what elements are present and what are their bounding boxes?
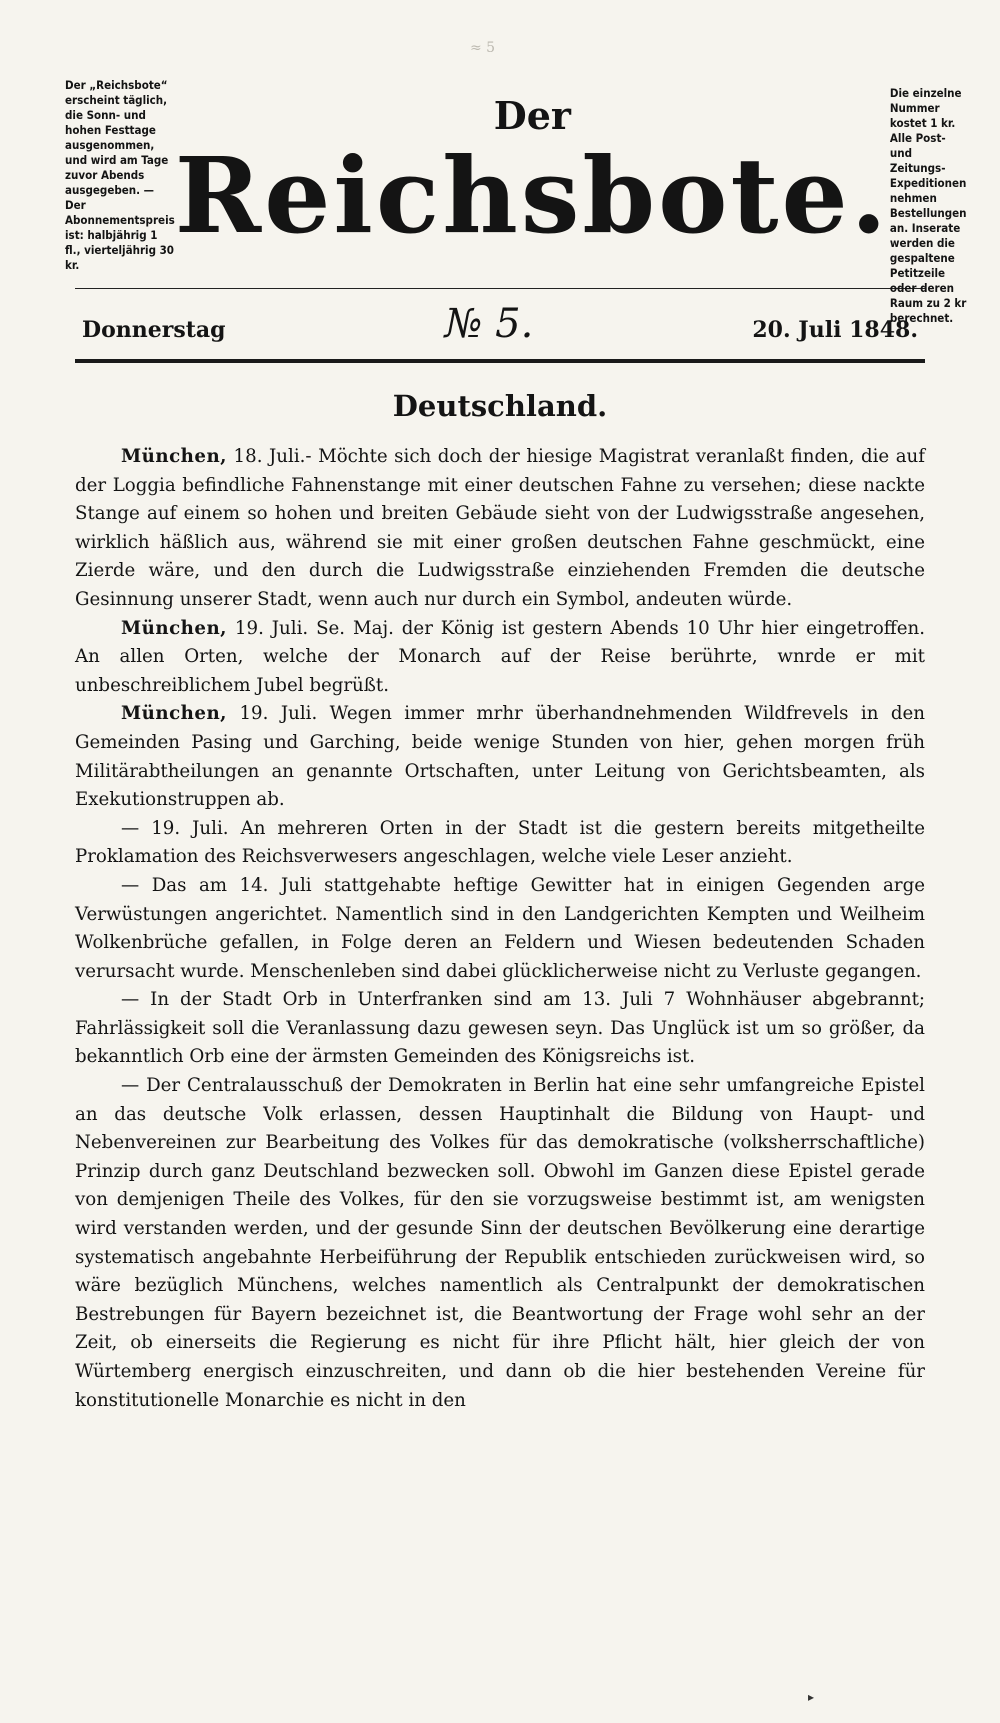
article-place: München, [121, 703, 228, 725]
article-paragraph [75, 443, 925, 615]
article-place: München, [121, 617, 228, 639]
ornament-mark: ▸ [808, 1690, 815, 1704]
newspaper-title [175, 78, 890, 256]
page-stamp: ≈ 5 [470, 40, 496, 56]
article-paragraph [75, 986, 925, 1072]
article-paragraph [75, 872, 925, 986]
article-paragraph [75, 1072, 925, 1415]
article-text: — Das am 14. Juli stattgehabte heftige Gewitter hat in einigen Gegenden arge Verwüstungen angerichtet. Namentlich sind in den Landgerichten Kempten und Weilheim Wolkenbrüche gefallen, in Folge deren an Feldern und Wiesen bedeutenden Schaden verursacht wurde. Menschenleben sind dabei glücklicherweise nicht zu Verluste gegangen. [75, 874, 925, 982]
title-article: Der [493, 93, 571, 138]
article-paragraph [75, 700, 925, 814]
issue-weekday: Donnerstag [82, 317, 226, 343]
article-column [75, 443, 925, 1415]
article-paragraph [75, 815, 925, 872]
subscription-notice: Der „Reichsbote“ erscheint täglich, die Sonn- und hohen Festtage ausgenommen, und wird am Tage zuvor Abends ausgegeben. — Der Abonnementspreis ist: halbjährig 1 fl., vierteljährig 30 kr. [65, 78, 175, 272]
issue-date: 20. Juli 1848. [752, 317, 918, 343]
article-text: — In der Stadt Orb in Unterfranken sind am 13. Juli 7 Wohnhäuser abgebrannt; Fahrlässigkeit soll die Veranlassung dazu gewesen seyn. Das Unglück ist um so größer, da bekanntlich Orb eine der ärmsten Gemeinden des Königsreichs ist. [75, 989, 925, 1068]
article-paragraph [75, 615, 925, 701]
article-text: 18. Juli.- Möchte sich doch der hiesige Magistrat veranlaßt finden, die auf der Loggia befindliche Fahnenstange mit einer deutschen Fahne zu versehen; diese nackte Stange auf einem so hohen und breiten Gebäude sieht von der Ludwigsstraße angesehen, wirklich häßlich aus, während sie mit einer großen deutschen Fahne geschmückt, eine Zierde wäre, und den durch die Ludwigsstraße einziehenden Fremden die deutsche Gesinnung unserer Stadt, wenn auch nur durch ein Symbol, andeuten würde. [75, 446, 925, 610]
pricing-notice: Die einzelne Nummer kostet 1 kr. Alle Post- und Zeitungs-Expeditionen nehmen Bestellungen an. Inserate werden die gespaltene Petitzeile oder deren Raum zu 2 kr berechnet. [889, 86, 967, 325]
article-text: — 19. Juli. An mehreren Orten in der Stadt ist die gestern bereits mitgetheilte Proklamation des Reichsverwesers angeschlagen, welche viele Leser anzieht. [75, 817, 925, 868]
issue-number: № 5. [444, 301, 534, 347]
article-text: — Der Centralausschuß der Demokraten in Berlin hat eine sehr umfangreiche Epistel an das deutsche Volk erlassen, dessen Hauptinhalt die Bildung von Haupt- und Nebenvereinen zur Bearbeitung des Volkes für das demokratische (volksherrschaftliche) Prinzip durch ganz Deutschland bezwecken soll. Obwohl im Ganzen diese Epistel gerade von demjenigen Theile des Volkes, für den sie vorzugsweise bestimmt ist, am wenigsten wird verstanden werden, und der gesunde Sinn der deutschen Bevölkerung eine derartige systematisch angebahnte Herbeiführung der Republik entschieden zurückweisen wird, so wäre bezüglich Münchens, welches namentlich als Centralpunkt der demokratischen Bestrebungen für Bayern bezeichnet ist, die Beantwortung der Frage wohl sehr an der Zeit, ob einerseits die Regierung es nicht für ihre Pflicht hält, hier gleich der von Würtemberg energisch einzuschreiten, und dann ob die hier bestehenden Vereine für konstitutionelle Monarchie es nicht in den [75, 1075, 925, 1411]
article-place: München, [121, 446, 228, 467]
section-title: Deutschland. [392, 389, 608, 423]
article-text: 19. Juli. Se. Maj. der König ist gestern Abends 10 Uhr hier eingetroffen. An allen Orten, welche der Monarch auf der Reise berührte, wnrde er mit unbeschreiblichem Jubel begrüßt. [75, 617, 925, 696]
title-name: Reichsbote. [174, 134, 890, 257]
dateline [60, 289, 940, 359]
article-text: 19. Juli. Wegen immer mrhr überhandnehmenden Wildfrevels in den Gemeinden Pasing und Garching, beide wenige Stunden von hier, gehen morgen früh Militärabtheilungen an genannte Ortschaften, unter Leitung von Gerichtsbeamten, als Exekutionstruppen ab. [75, 703, 925, 811]
